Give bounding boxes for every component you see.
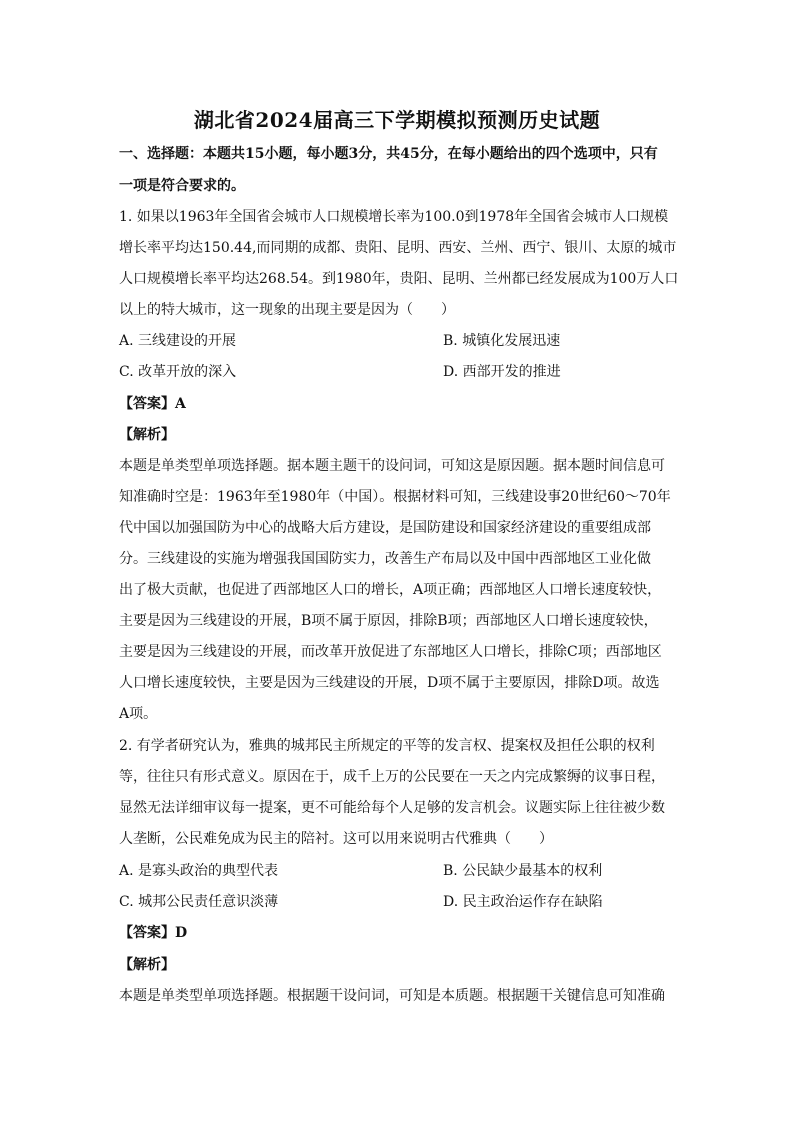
q2-analysis-label: 【解析】	[119, 957, 175, 973]
section-header-line: 一、选择题：本题共15小题，每小题3分，共45分，在每小题给出的四个选项中，只有	[119, 146, 658, 162]
q2-stem-line: 显然无法详细审议每一提案，更不可能给每个人足够的发言机会。议题实际上往往被少数	[119, 800, 665, 816]
q1-analysis-label: 【解析】	[119, 427, 175, 443]
q2-answer: 【答案】D	[119, 925, 188, 941]
q1-analysis-line: A项。	[119, 706, 158, 722]
q1-stem-line: 以上的特大城市，这一现象的出现主要是因为（ ）	[119, 302, 455, 318]
q2-analysis-line: 本题是单类型单项选择题。根据题干设问词，可知是本质题。根据题干关键信息可知准确	[119, 988, 665, 1004]
q2-stem-line: 2. 有学者研究认为，雅典的城邦民主所规定的平等的发言权、提案权及担任公职的权利	[119, 738, 655, 754]
q1-option-c: C. 改革开放的深入	[119, 364, 237, 380]
q1-answer: 【答案】A	[119, 396, 186, 412]
q1-option-d: D. 西部开发的推进	[443, 364, 561, 380]
q1-analysis-line: 代中国以加强国防为中心的战略大后方建设，是国防建设和国家经济建设的重要组成部	[119, 520, 651, 536]
q1-analysis-line: 知准确时空是：1963年至1980年（中国）。根据材料可知，三线建设事20世纪60～70年	[119, 489, 671, 505]
q2-option-d: D. 民主政治运作存在缺陷	[443, 894, 603, 910]
q1-option-a: A. 三线建设的开展	[119, 333, 237, 349]
q1-option-b: B. 城镇化发展迅速	[443, 333, 561, 349]
page-title: 湖北省2024届高三下学期模拟预测历史试题	[193, 108, 601, 132]
q1-stem-line: 1. 如果以1963年全国省会城市人口规模增长率为100.0到1978年全国省会城市人口规模	[119, 209, 669, 225]
section-header-line: 一项是符合要求的。	[119, 178, 245, 194]
q1-analysis-line: 分。三线建设的实施为增强我国国防实力，改善生产布局以及中国中西部地区工业化做	[119, 551, 651, 567]
q1-analysis-line: 主要是因为三线建设的开展，B项不属于原因，排除B项；西部地区人口增长速度较快，	[119, 613, 658, 629]
q1-analysis-line: 主要是因为三线建设的开展，而改革开放促进了东部地区人口增长，排除C项；西部地区	[119, 644, 662, 660]
q1-analysis-line: 人口增长速度较快，主要是因为三线建设的开展，D项不属于主要原因，排除D项。故选	[119, 675, 660, 691]
q1-stem-line: 人口规模增长率平均达268.54。到1980年，贵阳、昆明、兰州都已经发展成为100万人口	[119, 271, 679, 287]
q1-analysis-line: 出了极大贡献，也促进了西部地区人口的增长，A项正确；西部地区人口增长速度较快，	[119, 582, 662, 598]
q2-stem-line: 等，往往只有形式意义。原因在于，成千上万的公民要在一天之内完成繁缛的议事日程，	[119, 769, 665, 785]
q2-option-b: B. 公民缺少最基本的权利	[443, 863, 603, 879]
q2-option-c: C. 城邦公民责任意识淡薄	[119, 894, 279, 910]
q1-analysis-line: 本题是单类型单项选择题。据本题主题干的设问词，可知这是原因题。据本题时间信息可	[119, 458, 665, 474]
q2-stem-line: 人垄断，公民难免成为民主的陪衬。这可以用来说明古代雅典（ ）	[119, 831, 553, 847]
q2-option-a: A. 是寡头政治的典型代表	[119, 863, 279, 879]
q1-stem-line: 增长率平均达150.44,而同期的成都、贵阳、昆明、西安、兰州、西宁、银川、太原的城市	[119, 240, 677, 256]
